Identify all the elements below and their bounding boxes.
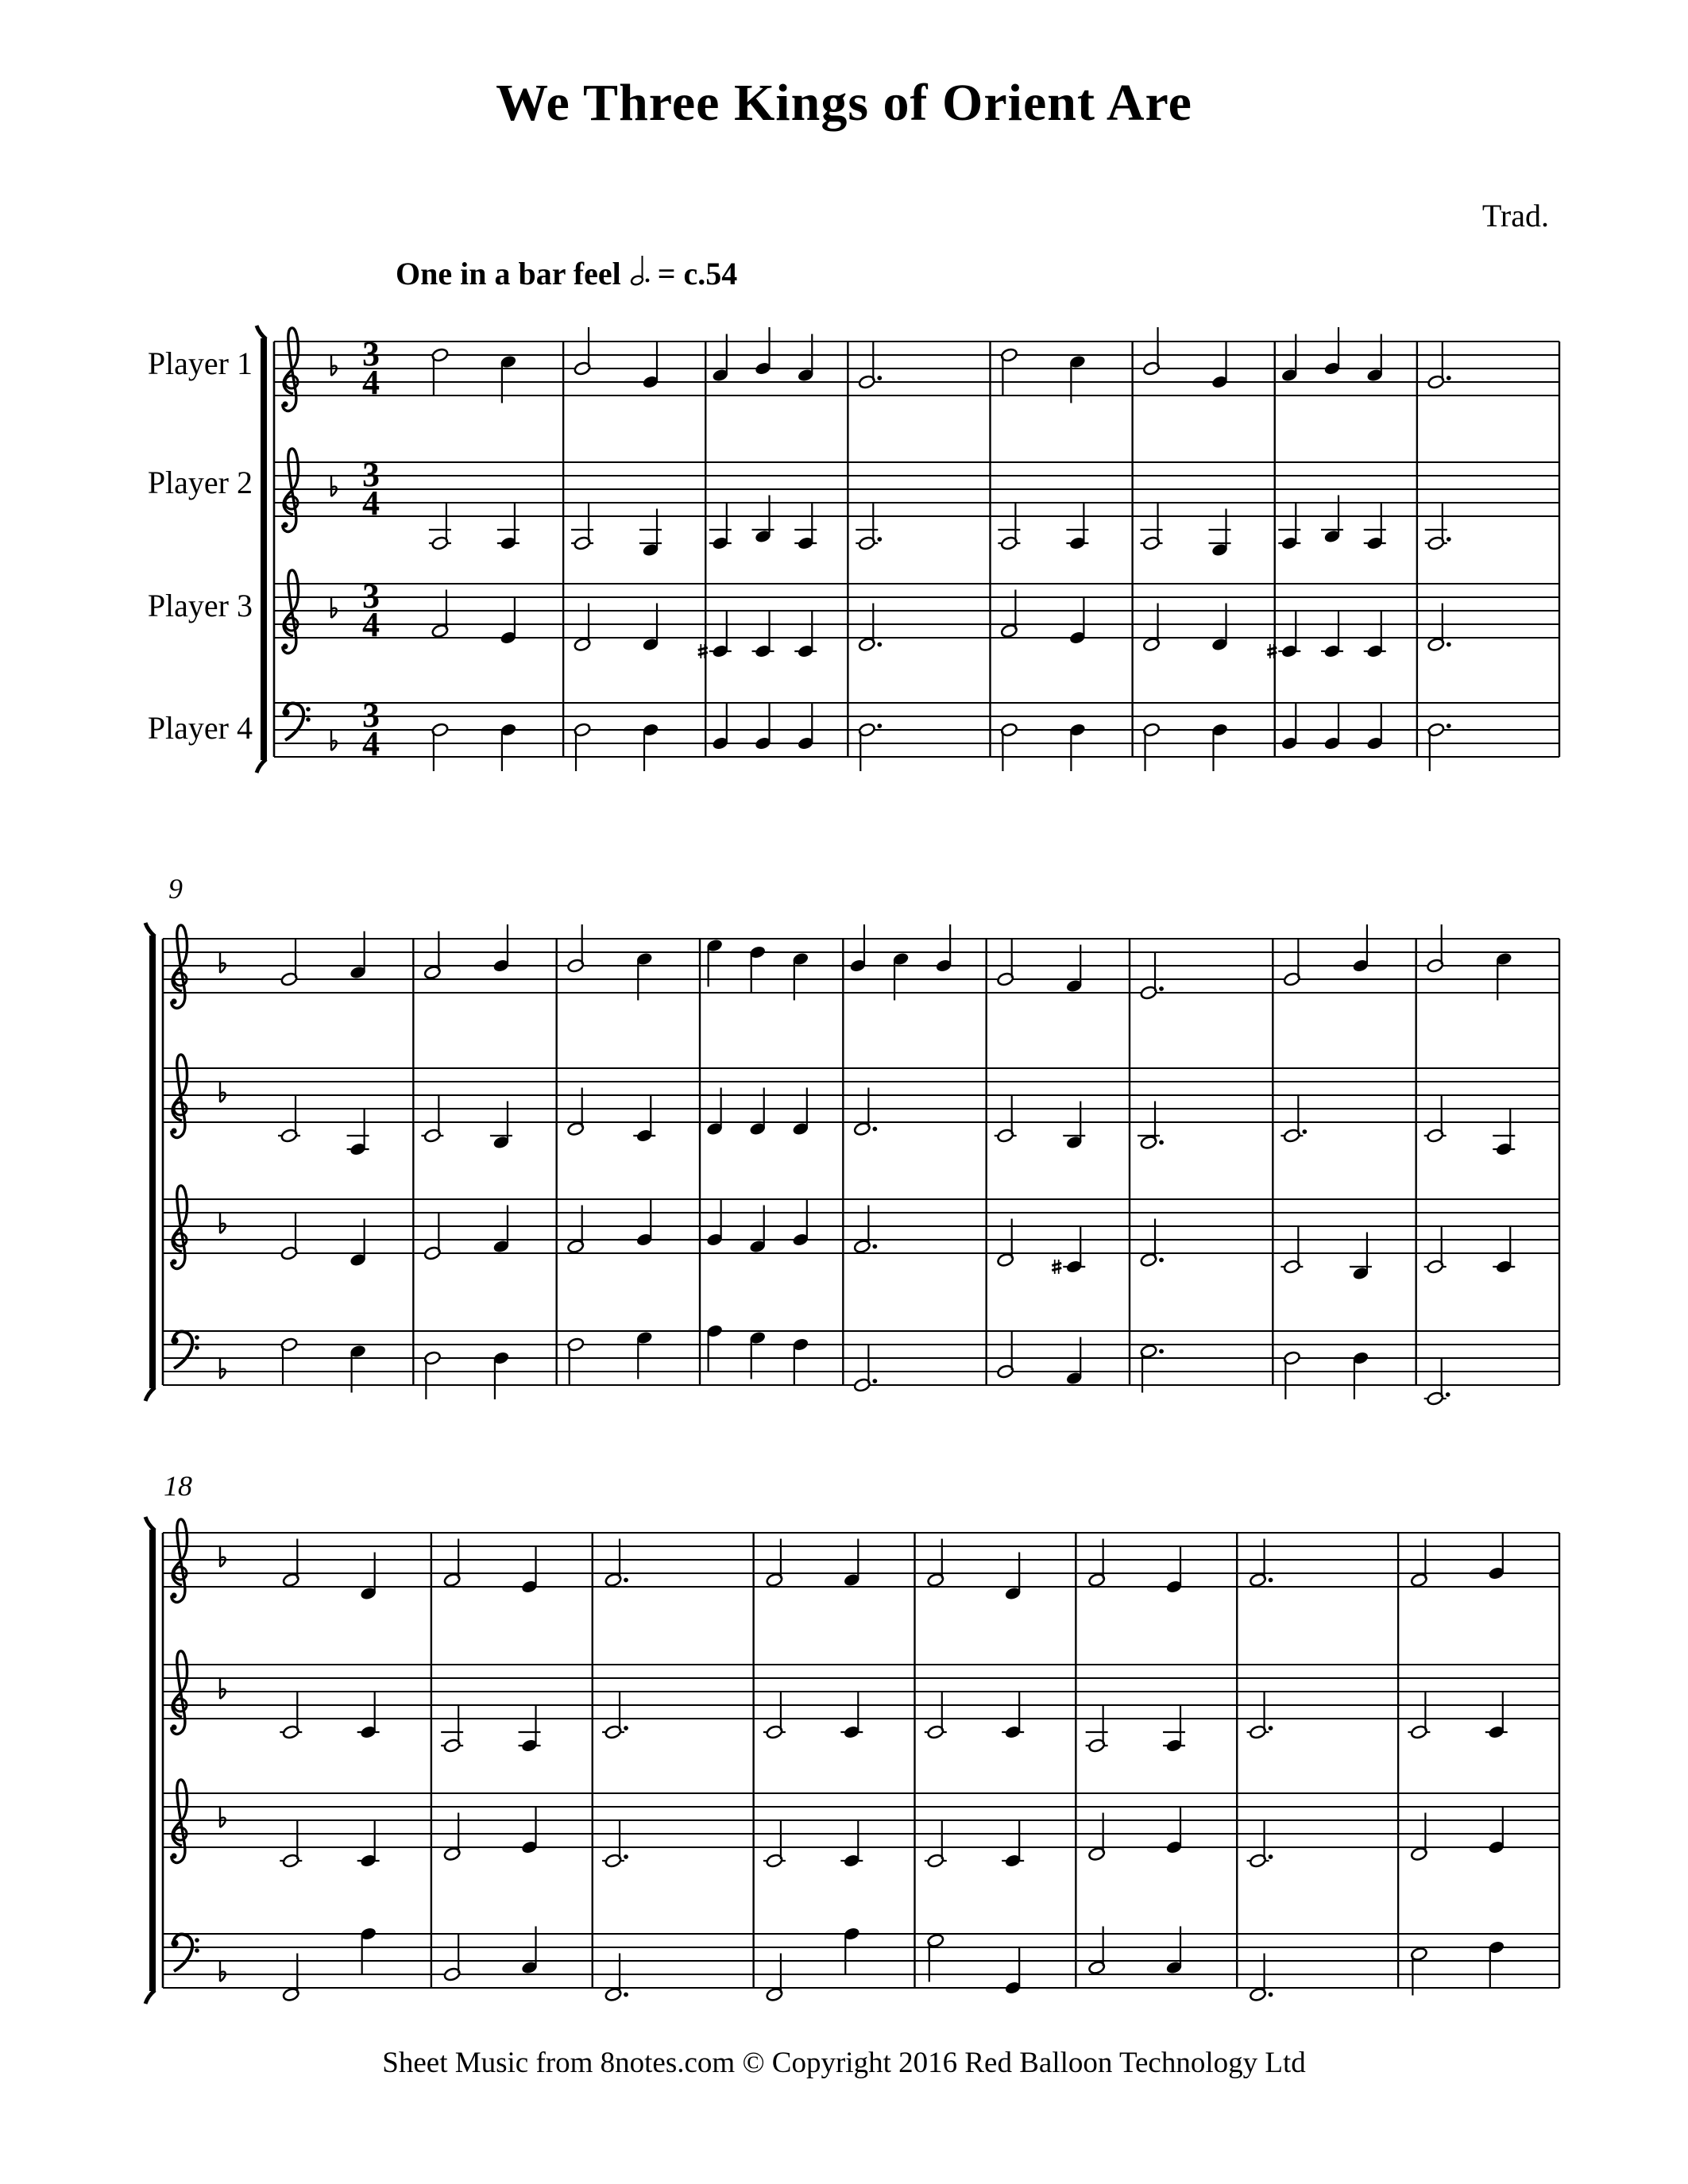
svg-text:3: 3	[362, 455, 380, 494]
svg-text:4: 4	[362, 724, 380, 763]
svg-text:3: 3	[362, 696, 380, 735]
system-2	[145, 923, 1559, 1406]
measure-number-9: 9	[168, 873, 183, 905]
tempo-text-suffix: = c.54	[657, 256, 738, 291]
player-label-2: Player 2	[147, 465, 253, 500]
svg-text:3: 3	[362, 577, 380, 615]
svg-text:4: 4	[362, 605, 380, 644]
player-label-4: Player 4	[147, 710, 253, 746]
system-3	[145, 1517, 1559, 2004]
player-label-1: Player 1	[147, 345, 253, 381]
tempo-text-prefix: One in a bar feel	[396, 256, 621, 291]
player-label-3: Player 3	[147, 588, 253, 623]
copyright-footer: Sheet Music from 8notes.com © Copyright 2016 Red Balloon Technology Ltd	[382, 2047, 1306, 2079]
svg-text:4: 4	[362, 484, 380, 523]
piece-title: We Three Kings of Orient Are	[496, 74, 1192, 132]
staff-player-4	[282, 696, 1450, 771]
composer-credit: Trad.	[1481, 198, 1549, 233]
staff-player-1	[171, 1519, 1505, 1602]
measure-number-18: 18	[164, 1470, 192, 1502]
system-1	[257, 326, 1559, 773]
svg-text:3: 3	[362, 334, 380, 373]
staff-player-4	[171, 1927, 1505, 2002]
staff-player-2	[171, 1651, 1507, 1753]
staff-player-4	[171, 1324, 1450, 1406]
svg-text:4: 4	[362, 363, 380, 402]
